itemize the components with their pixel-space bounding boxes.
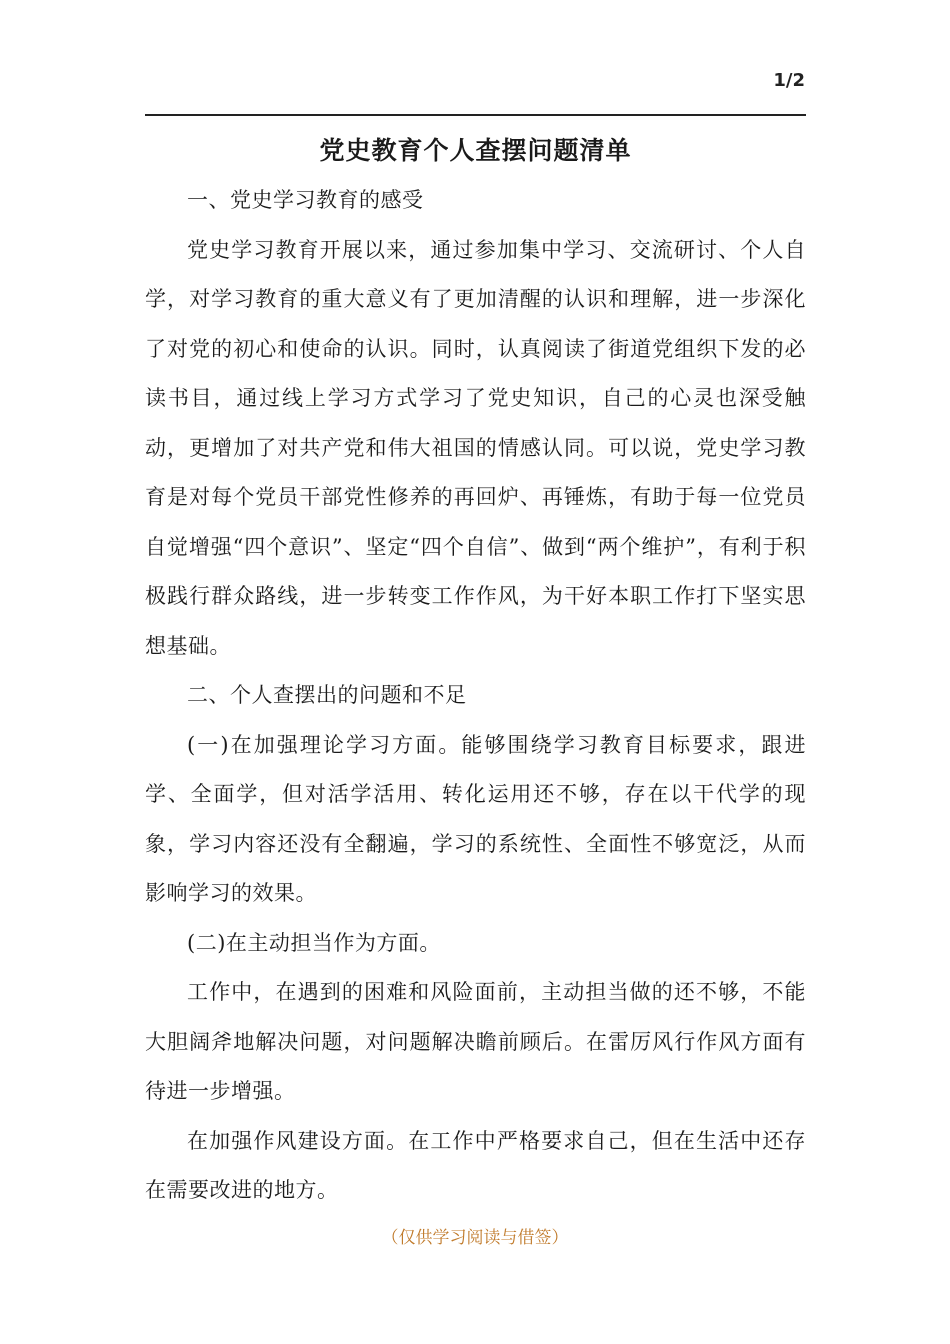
page-number: 1/2 bbox=[773, 70, 805, 91]
paragraph-theory-study: (一)在加强理论学习方面。能够围绕学习教育目标要求，跟进学、全面学，但对活学活用、转化运用还不够，存在以干代学的现象，学习内容还没有全翻遍，学习的系统性、全面性不够宽泛，从而影响学习的效果。 bbox=[145, 732, 806, 905]
section-heading-1: 一、党史学习教育的感受 bbox=[187, 188, 424, 212]
document-body bbox=[145, 126, 806, 1216]
paragraph-feelings: 党史学习教育开展以来，通过参加集中学习、交流研讨、个人自学，对学习教育的重大意义有了更加清醒的认识和理解，进一步深化了对党的初心和使命的认识。同时，认真阅读了街道党组织下发的必读书目，通过线上学习方式学习了党史知识，自己的心灵也深受触动，更增加了对共产党和伟大祖国的情感认同。可以说，党史学习教育是对每个党员干部党性修养的再回炉、再锤炼，有助于每一位党员自觉增强“四个意识”、坚定“四个自信”、做到“两个维护”，有利于积极践行群众路线，进一步转变工作作风，为干好本职工作打下坚实思想基础。 bbox=[145, 237, 806, 658]
paragraph-responsibility: 工作中，在遇到的困难和风险面前，主动担当做的还不够，不能大胆阔斧地解决问题，对问题解决瞻前顾后。在雷厉风行作风方面有待进一步增强。 bbox=[145, 980, 806, 1103]
subheading-responsibility: (二)在主动担当作为方面。 bbox=[187, 930, 441, 955]
paragraph-work-style: 在加强作风建设方面。在工作中严格要求自己，但在生活中还存在需要改进的地方。 bbox=[145, 1128, 806, 1202]
footer-note: （仅供学习阅读与借签） bbox=[381, 1228, 569, 1248]
header-rule bbox=[145, 114, 806, 116]
document-title: 党史教育个人查摆问题清单 bbox=[319, 136, 632, 165]
section-heading-2: 二、个人查摆出的问题和不足 bbox=[187, 683, 467, 707]
